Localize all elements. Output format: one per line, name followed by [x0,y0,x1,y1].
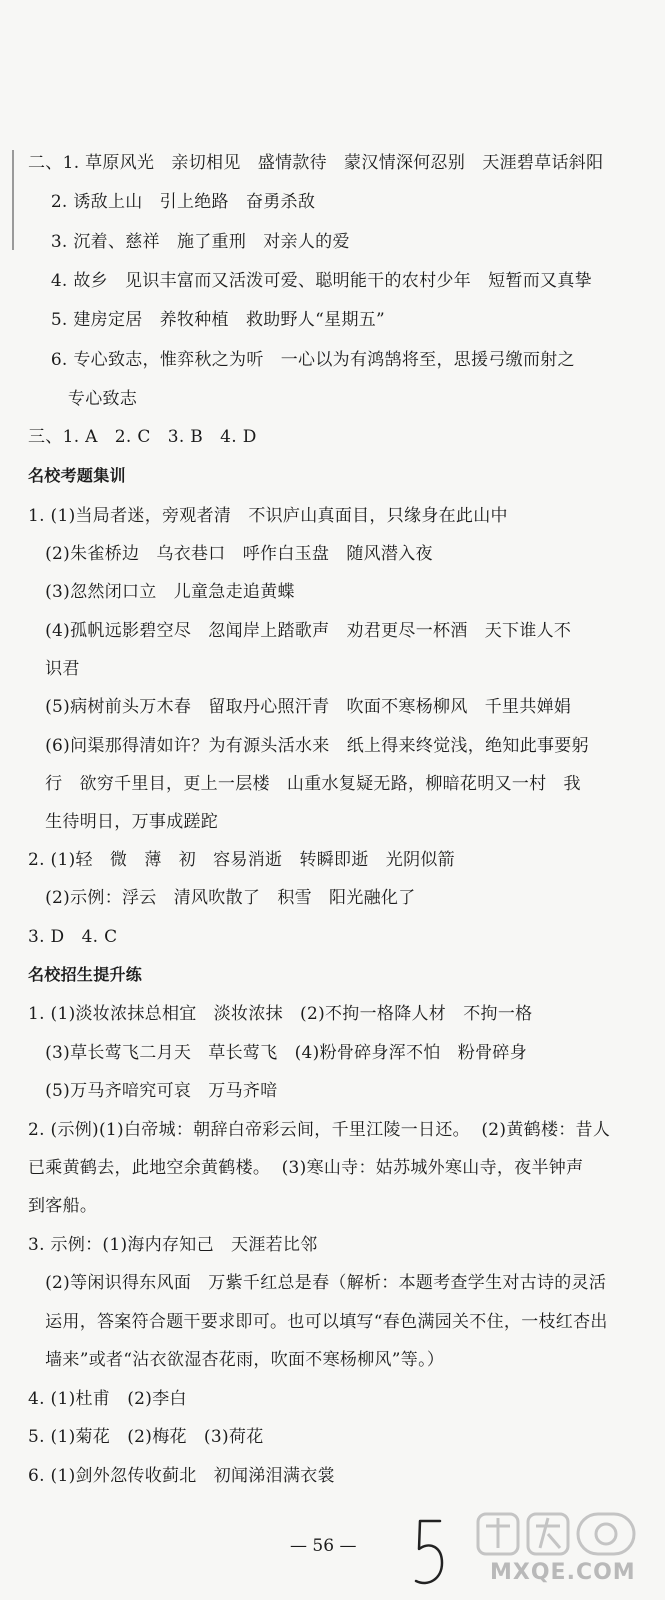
text-line: 墙来”或者“沾衣欲湿杏花雨，吹面不寒杨柳风”等。） [28,1350,445,1370]
text-line: 2. (1)轻 微 薄 初 容易消逝 转瞬即逝 光阴似箭 [28,850,455,870]
text-line: 生待明日，万事成蹉跎 [28,812,219,832]
text-line: 4. (1)杜甫 (2)李白 [28,1389,187,1409]
text-line: 行 欲穷千里目，更上一层楼 山重水复疑无路，柳暗花明又一村 我 [28,774,581,794]
text-line: 运用，答案符合题干要求即可。也可以填写“春色满园关不住，一枝红杏出 [28,1312,608,1332]
text-line: 2. 诱敌上山 引上绝路 奋勇杀敌 [28,192,316,212]
text-line: (3)草长莺飞二月天 草长莺飞 (4)粉骨碎身浑不怕 粉骨碎身 [28,1043,528,1063]
text-line: 三、1. A 2. C 3. B 4. D [28,427,257,447]
watermark-text: MXQE.COM [490,1560,636,1585]
text-line: (3)忽然闭口立 儿童急走追黄蝶 [28,582,295,602]
watermark-logo [470,1508,655,1596]
text-line: 3. D 4. C [28,927,118,947]
section-heading: 名校考题集训 [28,466,126,485]
text-line: 专心致志 [28,389,138,409]
text-line: (4)孤帆远影碧空尽 忽闻岸上踏歌声 劝君更尽一杯酒 天下谁人不 [28,621,572,641]
text-line: 已乘黄鹤去，此地空余黄鹤楼。 (3)寒山寺：姑苏城外寒山寺，夜半钟声 [28,1158,584,1178]
text-line: 3. 沉着、慈祥 施了重刑 对亲人的爱 [28,232,350,252]
text-line: 1. (1)当局者迷，旁观者清 不识庐山真面目，只缘身在此山中 [28,506,508,526]
text-line: (2)示例：浮云 清风吹散了 积雪 阳光融化了 [28,888,416,908]
text-line: 6. (1)剑外忽传收蓟北 初闻涕泪满衣裳 [28,1466,335,1486]
text-line: 3. 示例：(1)海内存知己 天涯若比邻 [28,1235,318,1255]
text-line: 5. (1)菊花 (2)梅花 (3)荷花 [28,1427,264,1447]
text-line: 5. 建房定居 养牧种植 救助野人“星期五” [28,310,386,330]
text-line: 识君 [28,659,80,679]
text-line: (2)等闲识得东风面 万紫千红总是春（解析：本题考查学生对古诗的灵活 [28,1273,607,1293]
text-line: 6. 专心致志，惟弈秋之为听 一心以为有鸿鹄将至，思援弓缴而射之 [28,350,575,370]
section-heading: 名校招生提升练 [28,965,143,984]
handwritten-mark [410,1515,450,1599]
text-line: (5)病树前头万木春 留取丹心照汗青 吹面不寒杨柳风 千里共婵娟 [28,697,572,717]
margin-bracket-mark [12,150,14,250]
text-line: (5)万马齐喑究可哀 万马齐喑 [28,1081,278,1101]
text-line: 2. (示例)(1)白帝城：朝辞白帝彩云间，千里江陵一日还。 (2)黄鹤楼：昔人 [28,1120,611,1140]
page-number: — 56 — [290,1536,357,1556]
text-line: 到客船。 [28,1196,98,1216]
text-line: (6)问渠那得清如许？为有源头活水来 纸上得来终觉浅，绝知此事要躬 [28,736,589,756]
text-line: 1. (1)淡妆浓抹总相宜 淡妆浓抹 (2)不拘一格降人材 不拘一格 [28,1004,533,1024]
text-line: 二、1. 草原风光 亲切相见 盛情款待 蒙汉情深何忍别 天涯碧草话斜阳 [28,153,604,173]
text-line: 4. 故乡 见识丰富而又活泼可爱、聪明能干的农村少年 短暂而又真挚 [28,271,592,291]
text-line: (2)朱雀桥边 乌衣巷口 呼作白玉盘 随风潜入夜 [28,544,433,564]
